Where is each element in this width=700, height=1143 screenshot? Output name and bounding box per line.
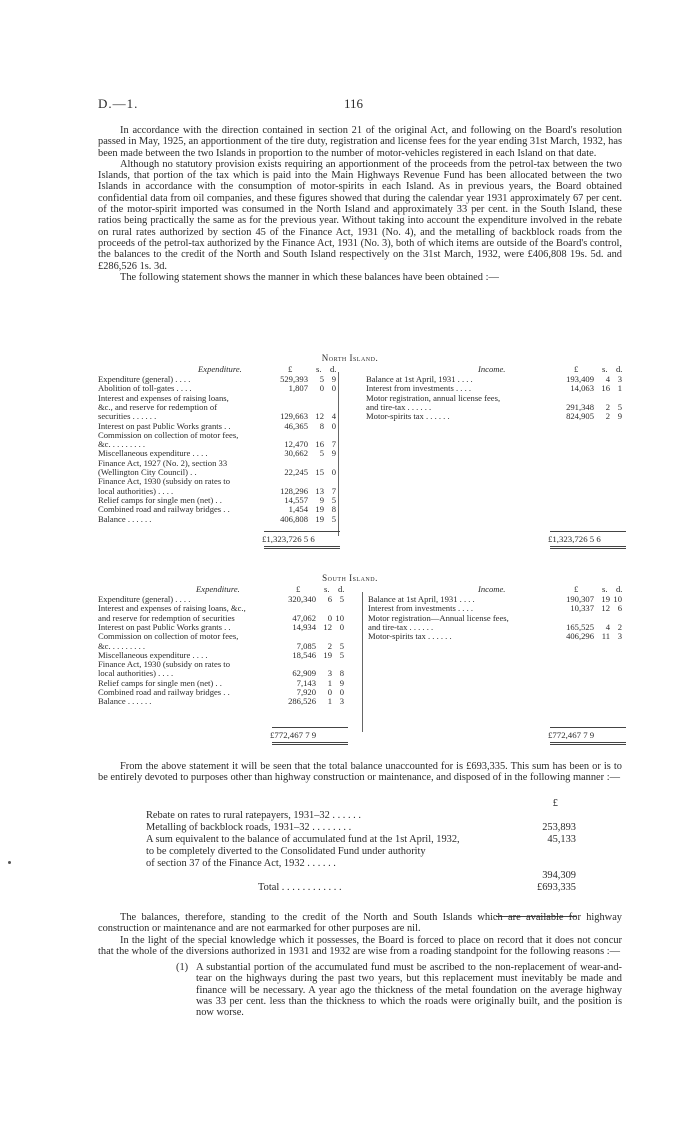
north-left-currency-head-2: d.: [330, 364, 337, 374]
south-expenditure-amount-pounds: 47,062: [292, 612, 316, 623]
south-expenditure-amount-shillings: 1: [327, 677, 332, 688]
south-expenditure-amount-shillings: 6: [327, 594, 332, 604]
south-income-item-text: Balance at 1st April, 1931 . . . .: [368, 594, 475, 604]
south-income-item-text: and tire-tax . . . . . .: [368, 621, 434, 632]
south-right-currency-head-2: d.: [616, 584, 623, 594]
north-expenditure-amount-pence: 5: [331, 494, 336, 505]
south-expenditure-item-text: Interest and expenses of raising loans, &c.,: [98, 603, 246, 614]
north-income-amount-pounds: 193,409: [566, 374, 594, 384]
north-expenditure-amount-pence: 9: [331, 448, 336, 459]
north-left-currency-head-1: s.: [316, 364, 322, 374]
north-island-title: North Island.: [321, 353, 379, 363]
north-expenditure-item-text: Relief camps for single men (net) . .: [98, 494, 222, 505]
south-income-amount-pence: 2: [617, 621, 622, 632]
south-income-amount-shillings: 12: [601, 603, 610, 614]
south-expenditure-amount-pence: 8: [339, 668, 344, 679]
south-expenditure-amount-pounds: 18,546: [292, 649, 316, 660]
south-income-amount-pounds: 10,337: [570, 603, 594, 614]
south-income-amount-pounds: 190,307: [566, 594, 594, 604]
disposal-item-amount: 253,893: [542, 822, 576, 833]
after-statement-text: [98, 761, 622, 784]
south-expenditure-item-text: Commission on collection of motor fees,: [98, 631, 239, 642]
north-income-amount-pounds: 291,348: [566, 401, 594, 412]
south-expenditure-item-text: Balance . . . . . .: [98, 696, 152, 707]
south-expenditure-amount-shillings: 12: [323, 621, 332, 632]
north-expenditure-total: £1,323,726 5 6: [262, 534, 315, 544]
south-left-currency-head-1: s.: [324, 584, 330, 594]
south-expenditure-amount-pounds: 62,909: [292, 668, 316, 679]
north-expenditure-heading: Expenditure.: [198, 364, 242, 374]
north-expenditure-item-text: Abolition of toll-gates . . . .: [98, 383, 192, 394]
south-expenditure-item-text: Interest on past Public Works grants . .: [98, 621, 231, 632]
south-income-amount-pounds: 406,296: [566, 631, 594, 642]
south-expenditure-amount-pence: 5: [339, 649, 344, 660]
north-expenditure-amount-pence: 0: [331, 420, 336, 431]
south-income-item-text: Interest from investments . . . .: [368, 603, 474, 614]
north-expenditure-amount-pounds: 30,662: [284, 448, 308, 459]
disposal-total-label: Total . . . . . . . . . . . .: [258, 882, 342, 893]
disposal-item-line: Metalling of backblock roads, 1931–32 . . . . . . . .: [146, 822, 352, 833]
north-expenditure-amount-shillings: 15: [315, 467, 324, 477]
north-income-amount-pence: 1: [617, 383, 622, 394]
north-expenditure-item-text: Interest on past Public Works grants . .: [98, 420, 231, 431]
disposal-item-line: Rebate on rates to rural ratepayers, 1931–32 . . . . . .: [146, 810, 361, 821]
north-expenditure-item-text: securities . . . . . .: [98, 411, 157, 422]
north-expenditure-amount-shillings: 13: [315, 485, 324, 496]
north-expenditure-item-text: Finance Act, 1927 (No. 2), section 33: [98, 457, 228, 468]
reason-number: (1): [176, 962, 189, 973]
south-income-amount-shillings: 4: [605, 621, 610, 632]
south-expenditure-amount-pounds: 7,085: [296, 640, 316, 651]
south-island-title: South Island.: [322, 573, 378, 583]
south-expenditure-total-double-rule: [272, 742, 348, 745]
south-expenditure-amount-pence: 3: [339, 696, 344, 707]
north-expenditure-amount-pounds: 128,296: [280, 485, 308, 496]
north-expenditure-amount-shillings: 12: [315, 411, 324, 422]
north-income-amount-shillings: 16: [601, 383, 610, 394]
south-expenditure-total: £772,467 7 9: [270, 730, 317, 740]
north-expenditure-amount-shillings: 9: [319, 494, 324, 505]
north-income-amount-pounds: 14,063: [570, 383, 594, 394]
north-expenditure-amount-pounds: 129,663: [280, 411, 308, 422]
north-right-currency-head-0: £: [574, 364, 579, 374]
south-income-item-text: Motor-spirits tax . . . . . .: [368, 631, 452, 642]
south-income-total: £772,467 7 9: [548, 730, 595, 740]
north-expenditure-amount-shillings: 0: [319, 383, 324, 394]
north-expenditure-amount-shillings: 19: [315, 513, 324, 524]
south-income-amount-pence: 6: [617, 603, 622, 614]
south-income-amount-pounds: 165,525: [566, 621, 594, 632]
north-expenditure-amount-pounds: 529,393: [280, 374, 308, 384]
south-expenditure-amount-pounds: 320,340: [288, 594, 316, 604]
south-expenditure-amount-shillings: 1: [327, 696, 332, 707]
north-expenditure-amount-pounds: 1,807: [288, 383, 308, 394]
document-reference: D.—1.: [98, 96, 139, 111]
south-expenditure-amount-pence: 0: [339, 687, 344, 697]
page-number: 116: [344, 96, 364, 111]
south-expenditure-amount-pounds: 7,920: [296, 687, 316, 697]
north-expenditure-item-text: Expenditure (general) . . . .: [98, 374, 191, 384]
north-income-amount-shillings: 4: [605, 374, 610, 384]
south-expenditure-amount-shillings: 19: [323, 649, 332, 660]
south-income-heading: Income.: [478, 584, 506, 594]
north-income-amount-shillings: 2: [605, 411, 610, 422]
south-expenditure-amount-pence: 10: [335, 612, 344, 623]
disposal-total-line: [146, 882, 576, 894]
north-expenditure-amount-pence: 4: [331, 411, 336, 422]
north-expenditure-item-text: (Wellington City Council) . .: [98, 467, 197, 477]
south-expenditure-amount-shillings: 3: [327, 668, 332, 679]
north-expenditure-item-text: local authorities) . . . .: [98, 485, 174, 496]
north-right-currency-head-2: d.: [616, 364, 623, 374]
closing-paragraph-1: The balances, therefore, standing to the credit of the North and South Islands which are available for highway construction or maintenance and are not earmarked for other purposes are nil.: [98, 912, 622, 935]
north-expenditure-total-rule: [264, 531, 340, 532]
intro-text: [98, 125, 622, 283]
south-expenditure-amount-pence: 0: [339, 621, 344, 632]
north-expenditure-amount-pounds: 1,454: [288, 504, 308, 515]
north-left-currency-head-0: £: [288, 364, 293, 374]
disposal-item-line: to be completely diverted to the Consolidated Fund under authority: [146, 846, 426, 857]
north-income-amount-shillings: 2: [605, 401, 610, 412]
after-statement-paragraph: From the above statement it will be seen that the total balance unaccounted for is £693,335. This sum has been or is to be entirely devoted to purposes other than highway construction or maintenance, and disposed of in the following manner :—: [98, 761, 622, 784]
north-income-heading: Income.: [478, 364, 506, 374]
south-column-divider: [362, 592, 363, 732]
south-expenditure-item-text: Finance Act, 1930 (subsidy on rates to: [98, 659, 230, 670]
south-expenditure-amount-pence: 5: [339, 594, 344, 604]
north-income-item-text: Motor registration, annual license fees,: [366, 392, 501, 403]
south-left-currency-head-0: £: [296, 584, 301, 594]
south-income-amount-shillings: 11: [601, 631, 610, 642]
south-right-currency-head-0: £: [574, 584, 579, 594]
north-expenditure-total-double-rule: [264, 546, 340, 549]
north-expenditure-amount-pence: 8: [331, 504, 336, 515]
south-expenditure-item-text: Expenditure (general) . . . .: [98, 594, 191, 604]
north-income-total-rule: [550, 531, 626, 532]
south-income-amount-pence: 10: [613, 594, 622, 604]
south-expenditure-heading: Expenditure.: [196, 584, 240, 594]
south-income-total-double-rule: [550, 742, 626, 745]
north-expenditure-item-text: &c. . . . . . . . .: [98, 439, 146, 450]
intro-paragraph-2: Although no statutory provision exists requiring an apportionment of the proceeds from the petrol-tax between the two Islands, that portion of the tax which is paid into the Main Highways Revenue Fund has been allocated between the two Islands in accordance with the consumption of motor-spirits in each Island. As in previous years, the Board obtained confidential data from oil companies, and these figures showed that during the calendar year 1931 approximately 67 per cent. of the motor-spirit imported was consumed in the North Island and approximately 33 per cent. in the South Island, these ratios being practically the same as for the previous year. Without taking into account the expenditure involved in the rebate on rural rates authorized by section 45 of the Finance Act, 1931 (No. 4), and the metalling of backblock roads from the proceeds of the petrol-tax authorized by the Finance Act, 1931 (No. 3), both of which items are outside of the Board's control, the balances to the credit of the North and South Island respectively on the 31st March, 1932, were £406,808 19s. 5d. and £286,526 1s. 3d.: [98, 158, 622, 272]
south-right-currency-head-1: s.: [602, 584, 608, 594]
disposal-item-amount: 394,309: [542, 870, 576, 881]
south-income-amount-shillings: 19: [601, 594, 610, 604]
disposal-currency-head: £: [552, 798, 558, 809]
north-expenditure-amount-shillings: 5: [319, 374, 324, 384]
north-income-item-text: Balance at 1st April, 1931 . . . .: [366, 374, 473, 384]
closing-paragraph-2: In the light of the special knowledge which it possesses, the Board is forced to place on record that it does not concur that the whole of the diversions authorized in 1931 and 1932 are wise from a roading standpoint for the following reasons :—: [98, 934, 622, 957]
closing-text: [98, 912, 622, 957]
south-expenditure-amount-shillings: 2: [327, 640, 332, 651]
south-expenditure-amount-pence: 5: [339, 640, 344, 651]
north-expenditure-item-text: Miscellaneous expenditure . . . .: [98, 448, 208, 459]
south-expenditure-amount-shillings: 0: [327, 612, 332, 623]
north-expenditure-amount-pounds: 14,557: [284, 494, 308, 505]
north-expenditure-amount-pence: 0: [331, 467, 336, 477]
north-expenditure-amount-shillings: 16: [315, 439, 324, 450]
south-expenditure-amount-pounds: 14,934: [292, 621, 316, 632]
disposal-list: [146, 798, 576, 894]
intro-paragraph-1: In accordance with the direction contained in section 21 of the original Act, and following on the Board's resolution passed in May, 1925, an apportionment of the tire duty, registration and license fees for the year ending 31st March, 1932, has been made between the two Islands in proportion to the number of motor-vehicles registered in each Island on that date.: [98, 125, 622, 159]
north-expenditure-amount-shillings: 5: [319, 448, 324, 459]
reason-text: A substantial portion of the accumulated fund must be ascribed to the non-replacement of wear-and-tear on the highways during the past two years, but this replacement must inevitably be made and finance will be necessary. A year ago the thickness of the metal foundation on the average highway was 33 per cent. less than the thickness to which the roads were originally built, and the position is now worse.: [196, 962, 622, 1019]
south-expenditure-item-text: &c. . . . . . . . .: [98, 640, 146, 651]
north-expenditure-item-text: Balance . . . . . .: [98, 513, 152, 524]
intro-paragraph-3: The following statement shows the manner in which these balances have been obtained :—: [120, 271, 499, 283]
north-column-divider: [338, 372, 339, 536]
north-expenditure-item-text: Interest and expenses of raising loans,: [98, 392, 229, 403]
north-expenditure-item-text: Finance Act, 1930 (subsidy on rates to: [98, 476, 230, 487]
south-expenditure-amount-pounds: 286,526: [288, 696, 316, 707]
north-expenditure-amount-pounds: 406,808: [280, 513, 308, 524]
north-income-amount-pence: 3: [617, 374, 622, 384]
north-expenditure-amount-pence: 9: [331, 374, 336, 384]
south-expenditure-total-rule: [272, 727, 348, 728]
south-expenditure-item-text: local authorities) . . . .: [98, 668, 174, 679]
south-income-amount-pence: 3: [617, 631, 622, 642]
north-income-total: £1,323,726 5 6: [548, 534, 601, 544]
north-expenditure-amount-pence: 5: [331, 513, 336, 524]
north-income-item-text: Interest from investments . . . .: [366, 383, 472, 394]
disposal-item-line: A sum equivalent to the balance of accumulated fund at the 1st April, 1932,: [146, 834, 460, 845]
south-expenditure-item-text: Relief camps for single men (net) . .: [98, 677, 222, 688]
south-expenditure-amount-shillings: 0: [327, 687, 332, 697]
south-expenditure-item-text: and reserve for redemption of securities: [98, 612, 235, 623]
north-income-amount-pounds: 824,905: [566, 411, 594, 422]
margin-mark: [8, 861, 11, 864]
south-income-item-text: Motor registration—Annual license fees,: [368, 612, 509, 623]
north-expenditure-amount-shillings: 19: [315, 504, 324, 515]
north-expenditure-item-text: Combined road and railway bridges . .: [98, 504, 230, 515]
north-income-item-text: Motor-spirits tax . . . . . .: [366, 411, 450, 422]
south-expenditure-amount-pounds: 7,143: [296, 677, 316, 688]
south-left-currency-head-2: d.: [338, 584, 345, 594]
north-right-currency-head-1: s.: [602, 364, 608, 374]
disposal-total-amount: £693,335: [537, 882, 576, 893]
north-expenditure-amount-pounds: 12,470: [284, 439, 308, 450]
north-income-amount-pence: 9: [617, 411, 622, 422]
north-expenditure-item-text: Commission on collection of motor fees,: [98, 429, 239, 440]
north-expenditure-amount-pounds: 46,365: [284, 420, 308, 431]
disposal-item-line: of section 37 of the Finance Act, 1932 . . . . . .: [146, 858, 336, 869]
north-expenditure-amount-pence: 7: [331, 485, 336, 496]
north-expenditure-amount-pence: 0: [331, 383, 336, 394]
disposal-item-amount: 45,133: [547, 834, 576, 845]
south-expenditure-item-text: Combined road and railway bridges . .: [98, 687, 230, 697]
north-income-amount-pence: 5: [617, 401, 622, 412]
south-expenditure-amount-pence: 9: [339, 677, 344, 688]
south-income-total-rule: [550, 727, 626, 728]
north-expenditure-amount-shillings: 8: [319, 420, 324, 431]
north-expenditure-item-text: &c., and reserve for redemption of: [98, 401, 218, 412]
north-income-total-double-rule: [550, 546, 626, 549]
north-income-item-text: and tire-tax . . . . . .: [366, 401, 432, 412]
north-expenditure-amount-pounds: 22,245: [284, 467, 308, 477]
north-expenditure-amount-pence: 7: [331, 439, 336, 450]
south-expenditure-item-text: Miscellaneous expenditure . . . .: [98, 649, 208, 660]
